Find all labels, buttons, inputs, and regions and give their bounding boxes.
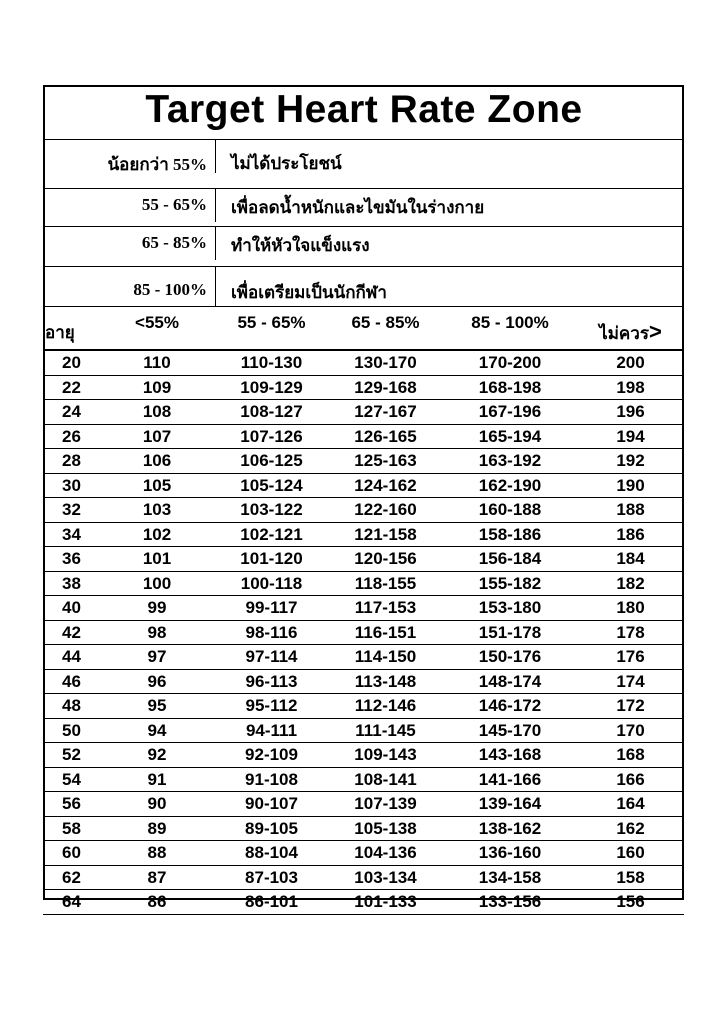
age-cell: 38 <box>43 571 99 596</box>
zone-percent: 65 - 85% <box>141 233 207 252</box>
range-65-85-cell: 121-158 <box>328 522 443 547</box>
age-cell: 64 <box>43 890 99 915</box>
column-divider <box>215 227 216 260</box>
range-85-100-cell: 153-180 <box>443 596 577 621</box>
age-cell: 26 <box>43 424 99 449</box>
page-title: Target Heart Rate Zone <box>145 88 583 131</box>
below-55-cell: 109 <box>99 375 215 400</box>
range-65-85-cell: 114-150 <box>328 645 443 670</box>
max-cell: 190 <box>577 473 684 498</box>
range-65-85-cell: 105-138 <box>328 816 443 841</box>
max-cell: 186 <box>577 522 684 547</box>
range-65-85-cell: 111-145 <box>328 718 443 743</box>
range-85-100-cell: 150-176 <box>443 645 577 670</box>
table-row <box>43 743 684 768</box>
range-85-100-cell: 160-188 <box>443 498 577 523</box>
table-row <box>43 350 684 375</box>
max-cell: 160 <box>577 841 684 866</box>
age-cell: 28 <box>43 449 99 474</box>
table-row <box>43 400 684 425</box>
table-row <box>43 792 684 817</box>
below-55-cell: 89 <box>99 816 215 841</box>
range-65-85-cell: 126-165 <box>328 424 443 449</box>
age-cell: 52 <box>43 743 99 768</box>
table-row <box>43 522 684 547</box>
age-cell: 40 <box>43 596 99 621</box>
below-55-cell: 95 <box>99 694 215 719</box>
range-65-85-cell: 101-133 <box>328 890 443 915</box>
range-85-100-cell: 155-182 <box>443 571 577 596</box>
range-55-65-cell: 92-109 <box>215 743 328 768</box>
range-55-65-cell: 107-126 <box>215 424 328 449</box>
range-55-65-cell: 96-113 <box>215 669 328 694</box>
below-55-cell: 97 <box>99 645 215 670</box>
range-65-85-cell: 108-141 <box>328 767 443 792</box>
age-cell: 62 <box>43 865 99 890</box>
max-cell: 168 <box>577 743 684 768</box>
max-cell: 198 <box>577 375 684 400</box>
max-cell: 164 <box>577 792 684 817</box>
below-55-cell: 106 <box>99 449 215 474</box>
range-85-100-cell: 148-174 <box>443 669 577 694</box>
below-55-cell: 108 <box>99 400 215 425</box>
range-65-85-cell: 103-134 <box>328 865 443 890</box>
table-row <box>43 547 684 572</box>
max-cell: 162 <box>577 816 684 841</box>
table-row <box>43 596 684 621</box>
age-cell: 46 <box>43 669 99 694</box>
age-cell: 34 <box>43 522 99 547</box>
range-55-65-cell: 101-120 <box>215 547 328 572</box>
max-cell: 184 <box>577 547 684 572</box>
table-row <box>43 718 684 743</box>
header-55-65: 55 - 65% <box>215 307 328 351</box>
header-85-100: 85 - 100% <box>443 307 577 351</box>
below-55-cell: 91 <box>99 767 215 792</box>
range-55-65-cell: 87-103 <box>215 865 328 890</box>
range-65-85-cell: 118-155 <box>328 571 443 596</box>
range-85-100-cell: 138-162 <box>443 816 577 841</box>
below-55-cell: 88 <box>99 841 215 866</box>
range-85-100-cell: 151-178 <box>443 620 577 645</box>
range-55-65-cell: 99-117 <box>215 596 328 621</box>
table-row <box>43 694 684 719</box>
max-cell: 196 <box>577 400 684 425</box>
range-65-85-cell: 125-163 <box>328 449 443 474</box>
table-row <box>43 498 684 523</box>
age-cell: 20 <box>43 350 99 375</box>
range-55-65-cell: 95-112 <box>215 694 328 719</box>
table-row <box>43 473 684 498</box>
range-65-85-cell: 116-151 <box>328 620 443 645</box>
range-65-85-cell: 120-156 <box>328 547 443 572</box>
max-cell: 194 <box>577 424 684 449</box>
range-65-85-cell: 117-153 <box>328 596 443 621</box>
table-row <box>43 449 684 474</box>
max-cell: 192 <box>577 449 684 474</box>
age-cell: 60 <box>43 841 99 866</box>
column-divider <box>215 267 216 306</box>
range-65-85-cell: 122-160 <box>328 498 443 523</box>
zone-percent: น้อยกว่า 55% <box>107 155 207 174</box>
max-cell: 170 <box>577 718 684 743</box>
below-55-cell: 86 <box>99 890 215 915</box>
max-cell: 172 <box>577 694 684 719</box>
range-85-100-cell: 156-184 <box>443 547 577 572</box>
zone-description: เพื่อลดน้ำหนักและไขมันในร่างกาย <box>231 198 485 217</box>
age-cell: 50 <box>43 718 99 743</box>
range-85-100-cell: 133-156 <box>443 890 577 915</box>
range-55-65-cell: 91-108 <box>215 767 328 792</box>
table-row <box>43 816 684 841</box>
age-cell: 36 <box>43 547 99 572</box>
range-55-65-cell: 102-121 <box>215 522 328 547</box>
range-85-100-cell: 158-186 <box>443 522 577 547</box>
range-85-100-cell: 136-160 <box>443 841 577 866</box>
range-85-100-cell: 145-170 <box>443 718 577 743</box>
zone-percent: 55 - 65% <box>141 195 207 214</box>
max-cell: 158 <box>577 865 684 890</box>
below-55-cell: 110 <box>99 350 215 375</box>
age-cell: 58 <box>43 816 99 841</box>
age-cell: 22 <box>43 375 99 400</box>
zone-row <box>43 188 684 222</box>
header-not-exceed: ไม่ควร> <box>577 307 684 351</box>
range-65-85-cell: 129-168 <box>328 375 443 400</box>
zone-percent: 85 - 100% <box>133 280 207 299</box>
table-row <box>43 890 684 915</box>
range-55-65-cell: 109-129 <box>215 375 328 400</box>
header-below-55: <55% <box>99 307 215 351</box>
table-row <box>43 841 684 866</box>
range-55-65-cell: 97-114 <box>215 645 328 670</box>
range-65-85-cell: 113-148 <box>328 669 443 694</box>
zone-row <box>43 139 684 173</box>
below-55-cell: 107 <box>99 424 215 449</box>
column-divider <box>215 140 216 173</box>
range-85-100-cell: 167-196 <box>443 400 577 425</box>
range-85-100-cell: 162-190 <box>443 473 577 498</box>
range-55-65-cell: 106-125 <box>215 449 328 474</box>
below-55-cell: 102 <box>99 522 215 547</box>
max-cell: 200 <box>577 350 684 375</box>
range-55-65-cell: 103-122 <box>215 498 328 523</box>
zone-row <box>43 226 684 260</box>
range-55-65-cell: 90-107 <box>215 792 328 817</box>
below-55-cell: 99 <box>99 596 215 621</box>
table-row <box>43 571 684 596</box>
zone-description: ไม่ได้ประโยชน์ <box>231 154 342 173</box>
zone-description: ทำให้หัวใจแข็งแรง <box>231 236 370 255</box>
age-cell: 30 <box>43 473 99 498</box>
range-55-65-cell: 94-111 <box>215 718 328 743</box>
max-cell: 180 <box>577 596 684 621</box>
below-55-cell: 94 <box>99 718 215 743</box>
range-65-85-cell: 104-136 <box>328 841 443 866</box>
max-cell: 176 <box>577 645 684 670</box>
range-85-100-cell: 165-194 <box>443 424 577 449</box>
range-55-65-cell: 100-118 <box>215 571 328 596</box>
column-divider <box>215 189 216 222</box>
range-55-65-cell: 110-130 <box>215 350 328 375</box>
range-85-100-cell: 143-168 <box>443 743 577 768</box>
range-85-100-cell: 141-166 <box>443 767 577 792</box>
below-55-cell: 103 <box>99 498 215 523</box>
table-row <box>43 669 684 694</box>
max-cell: 174 <box>577 669 684 694</box>
range-55-65-cell: 98-116 <box>215 620 328 645</box>
table-row <box>43 424 684 449</box>
max-cell: 182 <box>577 571 684 596</box>
age-cell: 32 <box>43 498 99 523</box>
age-cell: 48 <box>43 694 99 719</box>
range-65-85-cell: 124-162 <box>328 473 443 498</box>
max-cell: 156 <box>577 890 684 915</box>
table-row <box>43 620 684 645</box>
below-55-cell: 90 <box>99 792 215 817</box>
age-cell: 44 <box>43 645 99 670</box>
max-cell: 188 <box>577 498 684 523</box>
max-cell: 178 <box>577 620 684 645</box>
age-cell: 24 <box>43 400 99 425</box>
zone-row <box>43 266 684 306</box>
range-85-100-cell: 146-172 <box>443 694 577 719</box>
range-65-85-cell: 107-139 <box>328 792 443 817</box>
age-cell: 54 <box>43 767 99 792</box>
range-55-65-cell: 108-127 <box>215 400 328 425</box>
range-55-65-cell: 105-124 <box>215 473 328 498</box>
below-55-cell: 87 <box>99 865 215 890</box>
below-55-cell: 101 <box>99 547 215 572</box>
zone-description: เพื่อเตรียมเป็นนักกีฬา <box>231 283 387 302</box>
table-row <box>43 767 684 792</box>
range-55-65-cell: 89-105 <box>215 816 328 841</box>
range-65-85-cell: 127-167 <box>328 400 443 425</box>
heart-rate-table <box>43 306 684 915</box>
age-cell: 42 <box>43 620 99 645</box>
range-65-85-cell: 109-143 <box>328 743 443 768</box>
range-65-85-cell: 130-170 <box>328 350 443 375</box>
range-55-65-cell: 86-101 <box>215 890 328 915</box>
range-85-100-cell: 170-200 <box>443 350 577 375</box>
age-cell: 56 <box>43 792 99 817</box>
range-85-100-cell: 139-164 <box>443 792 577 817</box>
range-85-100-cell: 168-198 <box>443 375 577 400</box>
max-cell: 166 <box>577 767 684 792</box>
range-85-100-cell: 134-158 <box>443 865 577 890</box>
range-55-65-cell: 88-104 <box>215 841 328 866</box>
below-55-cell: 100 <box>99 571 215 596</box>
header-65-85: 65 - 85% <box>328 307 443 351</box>
header-age: อายุ <box>43 307 99 351</box>
range-65-85-cell: 112-146 <box>328 694 443 719</box>
below-55-cell: 92 <box>99 743 215 768</box>
below-55-cell: 96 <box>99 669 215 694</box>
range-85-100-cell: 163-192 <box>443 449 577 474</box>
table-row <box>43 375 684 400</box>
below-55-cell: 105 <box>99 473 215 498</box>
table-row <box>43 865 684 890</box>
table-header-row <box>43 307 684 351</box>
table-row <box>43 645 684 670</box>
below-55-cell: 98 <box>99 620 215 645</box>
